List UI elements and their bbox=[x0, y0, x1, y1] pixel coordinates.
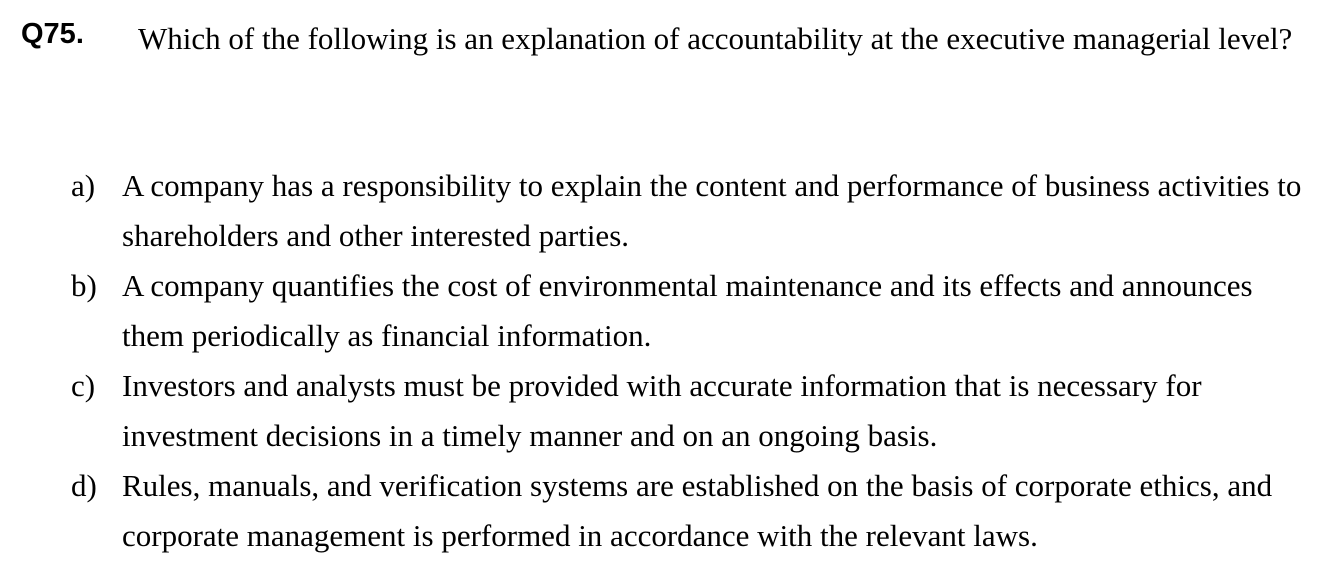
question-text: Which of the following is an explanation of accountability at the executive managerial level? bbox=[138, 21, 1293, 56]
option-c-letter: c) bbox=[71, 368, 96, 403]
option-d-letter: d) bbox=[71, 468, 97, 503]
option-b-letter: b) bbox=[71, 268, 97, 303]
option-d bbox=[71, 461, 1311, 561]
option-a-letter: a) bbox=[71, 168, 96, 203]
option-c bbox=[71, 361, 1311, 461]
option-c-text: Investors and analysts must be provided with accurate information that is necessary for investment decisions in a timely manner and on an ongoing basis. bbox=[122, 368, 1202, 453]
option-d-text: Rules, manuals, and verification systems are established on the basis of corporate ethics, and corporate management is performed in accordance with the relevant laws. bbox=[122, 468, 1273, 553]
option-a-text: A company has a responsibility to explain the content and performance of business activities to shareholders and other interested parties. bbox=[122, 168, 1302, 253]
option-a bbox=[71, 161, 1311, 261]
option-b bbox=[71, 261, 1311, 361]
question-number: Q75. bbox=[21, 18, 84, 50]
option-b-text: A company quantifies the cost of environmental maintenance and its effects and announces them periodically as financial information. bbox=[122, 268, 1253, 353]
